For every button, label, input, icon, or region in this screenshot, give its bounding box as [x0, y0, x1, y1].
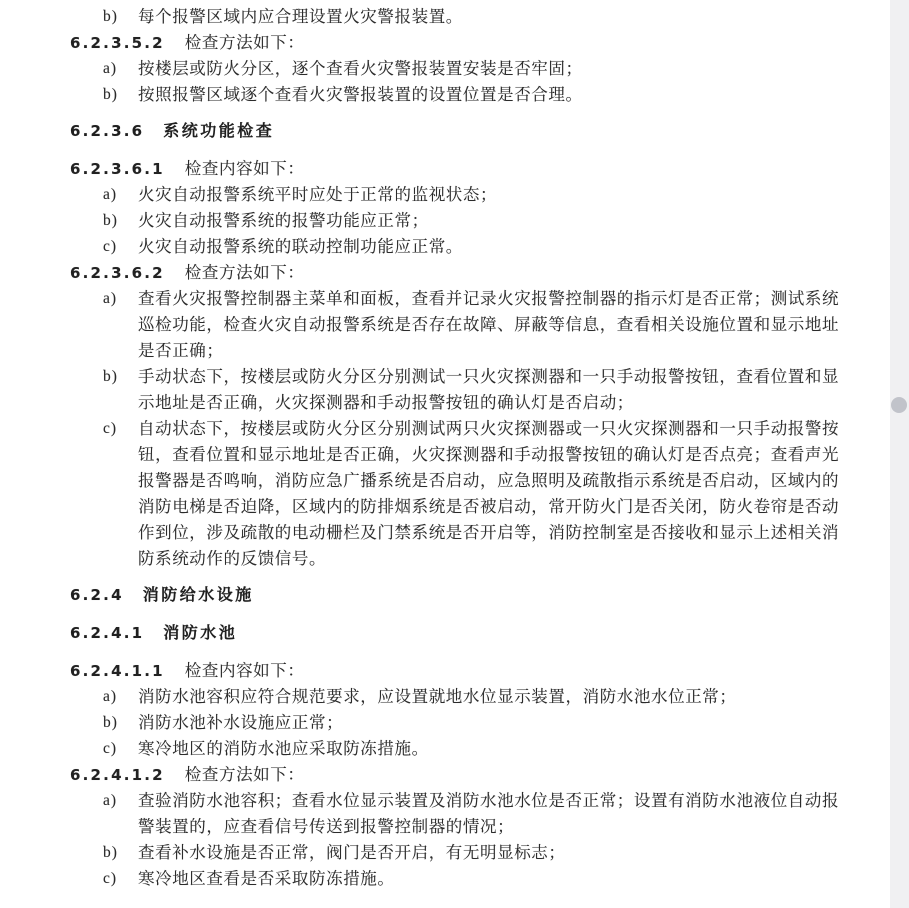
clause-text: 检查内容如下： — [184, 661, 305, 680]
list-item — [70, 416, 848, 572]
clause-number: 6.2.3.5.2 — [70, 34, 165, 52]
clause-line — [70, 156, 848, 182]
list-item-text: 消防水池容积应符合规范要求，应设置就地水位显示装置，消防水池水位正常； — [138, 687, 737, 706]
list-item-marker: a) — [103, 792, 118, 809]
list-item — [70, 208, 848, 234]
document-content — [70, 4, 848, 892]
list-item-marker: c) — [103, 238, 118, 255]
list-item-text: 火灾自动报警系统平时应处于正常的监视状态； — [138, 185, 498, 204]
list-item-marker: a) — [103, 290, 118, 307]
list-item-text: 消防水池补水设施应正常； — [138, 713, 344, 732]
clause-number: 6.2.4.1.2 — [70, 766, 165, 784]
clause-line — [70, 30, 848, 56]
list-item-text: 每个报警区域内应合理设置火灾警报装置。 — [138, 7, 463, 26]
list-item-text: 火灾自动报警系统的报警功能应正常； — [138, 211, 429, 230]
list-item-text: 火灾自动报警系统的联动控制功能应正常。 — [138, 237, 463, 256]
list-item — [70, 182, 848, 208]
clause-number: 6.2.4.1.1 — [70, 662, 165, 680]
list-item — [70, 234, 848, 260]
clause-text: 检查方法如下： — [184, 765, 305, 784]
list-item — [70, 684, 848, 710]
list-item — [70, 56, 848, 82]
section-title: 系统功能检查 — [163, 121, 275, 140]
list-item — [70, 840, 848, 866]
list-item-text: 查看补水设施是否正常，阀门是否开启，有无明显标志； — [138, 843, 566, 862]
list-item-text: 手动状态下，按楼层或防火分区分别测试一只火灾探测器和一只手动报警按钮，查看位置和显示地址是否正确，火灾探测器和手动报警按钮的确认灯是否启动； — [138, 367, 840, 412]
list-item-marker: b) — [103, 86, 118, 103]
clause-line — [70, 762, 848, 788]
list-item-marker: c) — [103, 870, 118, 887]
list-item-text: 查看火灾报警控制器主菜单和面板，查看并记录火灾报警控制器的指示灯是否正常；测试系统巡检功能，检查火灾自动报警系统是否存在故障、屏蔽等信息，查看相关设施位置和显示地址是否正确； — [138, 289, 840, 360]
section-title: 消防给水设施 — [142, 585, 254, 604]
list-item — [70, 364, 848, 416]
section-title: 消防水池 — [163, 623, 238, 642]
list-item — [70, 788, 848, 840]
section-heading — [70, 582, 848, 608]
list-item-text: 寒冷地区的消防水池应采取防冻措施。 — [138, 739, 429, 758]
clause-number: 6.2.3.6.1 — [70, 160, 165, 178]
list-item-marker: b) — [103, 714, 118, 731]
list-item-marker: a) — [103, 688, 118, 705]
list-item — [70, 4, 848, 30]
list-item-marker: b) — [103, 212, 118, 229]
list-item — [70, 710, 848, 736]
clause-text: 检查方法如下： — [184, 33, 305, 52]
section-number: 6.2.4.1 — [70, 624, 145, 642]
list-item-marker: b) — [103, 844, 118, 861]
list-item — [70, 82, 848, 108]
section-heading — [70, 118, 848, 144]
list-item — [70, 286, 848, 364]
list-item-marker: c) — [103, 740, 118, 757]
section-number: 6.2.3.6 — [70, 122, 145, 140]
list-item-marker: b) — [103, 8, 118, 25]
list-item — [70, 866, 848, 892]
list-item — [70, 736, 848, 762]
list-item-text: 按楼层或防火分区，逐个查看火灾警报装置安装是否牢固； — [138, 59, 583, 78]
scrollbar-track[interactable] — [890, 0, 909, 908]
clause-number: 6.2.3.6.2 — [70, 264, 165, 282]
clause-text: 检查内容如下： — [184, 159, 305, 178]
list-item-marker: a) — [103, 186, 118, 203]
clause-line — [70, 260, 848, 286]
scrollbar-thumb[interactable] — [891, 397, 907, 413]
clause-line — [70, 658, 848, 684]
list-item-marker: c) — [103, 420, 118, 437]
list-item-marker: b) — [103, 368, 118, 385]
list-item-text: 查验消防水池容积；查看水位显示装置及消防水池水位是否正常；设置有消防水池液位自动报警装置的，应查看信号传送到报警控制器的情况； — [138, 791, 840, 836]
section-heading — [70, 620, 848, 646]
clause-text: 检查方法如下： — [184, 263, 305, 282]
list-item-marker: a) — [103, 60, 118, 77]
list-item-text: 自动状态下，按楼层或防火分区分别测试两只火灾探测器或一只火灾探测器和一只手动报警按钮，查看位置和显示地址是否正确，火灾探测器和手动报警按钮的确认灯是否点亮；查看声光报警器是否鸣响，消防应急广播系统是否启动，应急照明及疏散指示系统是否启动，区域内的消防电梯是否迫降，区域内的防排烟系统是否被启动，常开防火门是否关闭，防火卷帘是否动作到位，涉及疏散的电动栅栏及门禁系统是否开启等，消防控制室是否接收和显示上述相关消防系统动作的反馈信号。 — [138, 419, 840, 568]
list-item-text: 寒冷地区查看是否采取防冻措施。 — [138, 869, 395, 888]
list-item-text: 按照报警区域逐个查看火灾警报装置的设置位置是否合理。 — [138, 85, 583, 104]
section-number: 6.2.4 — [70, 586, 124, 604]
